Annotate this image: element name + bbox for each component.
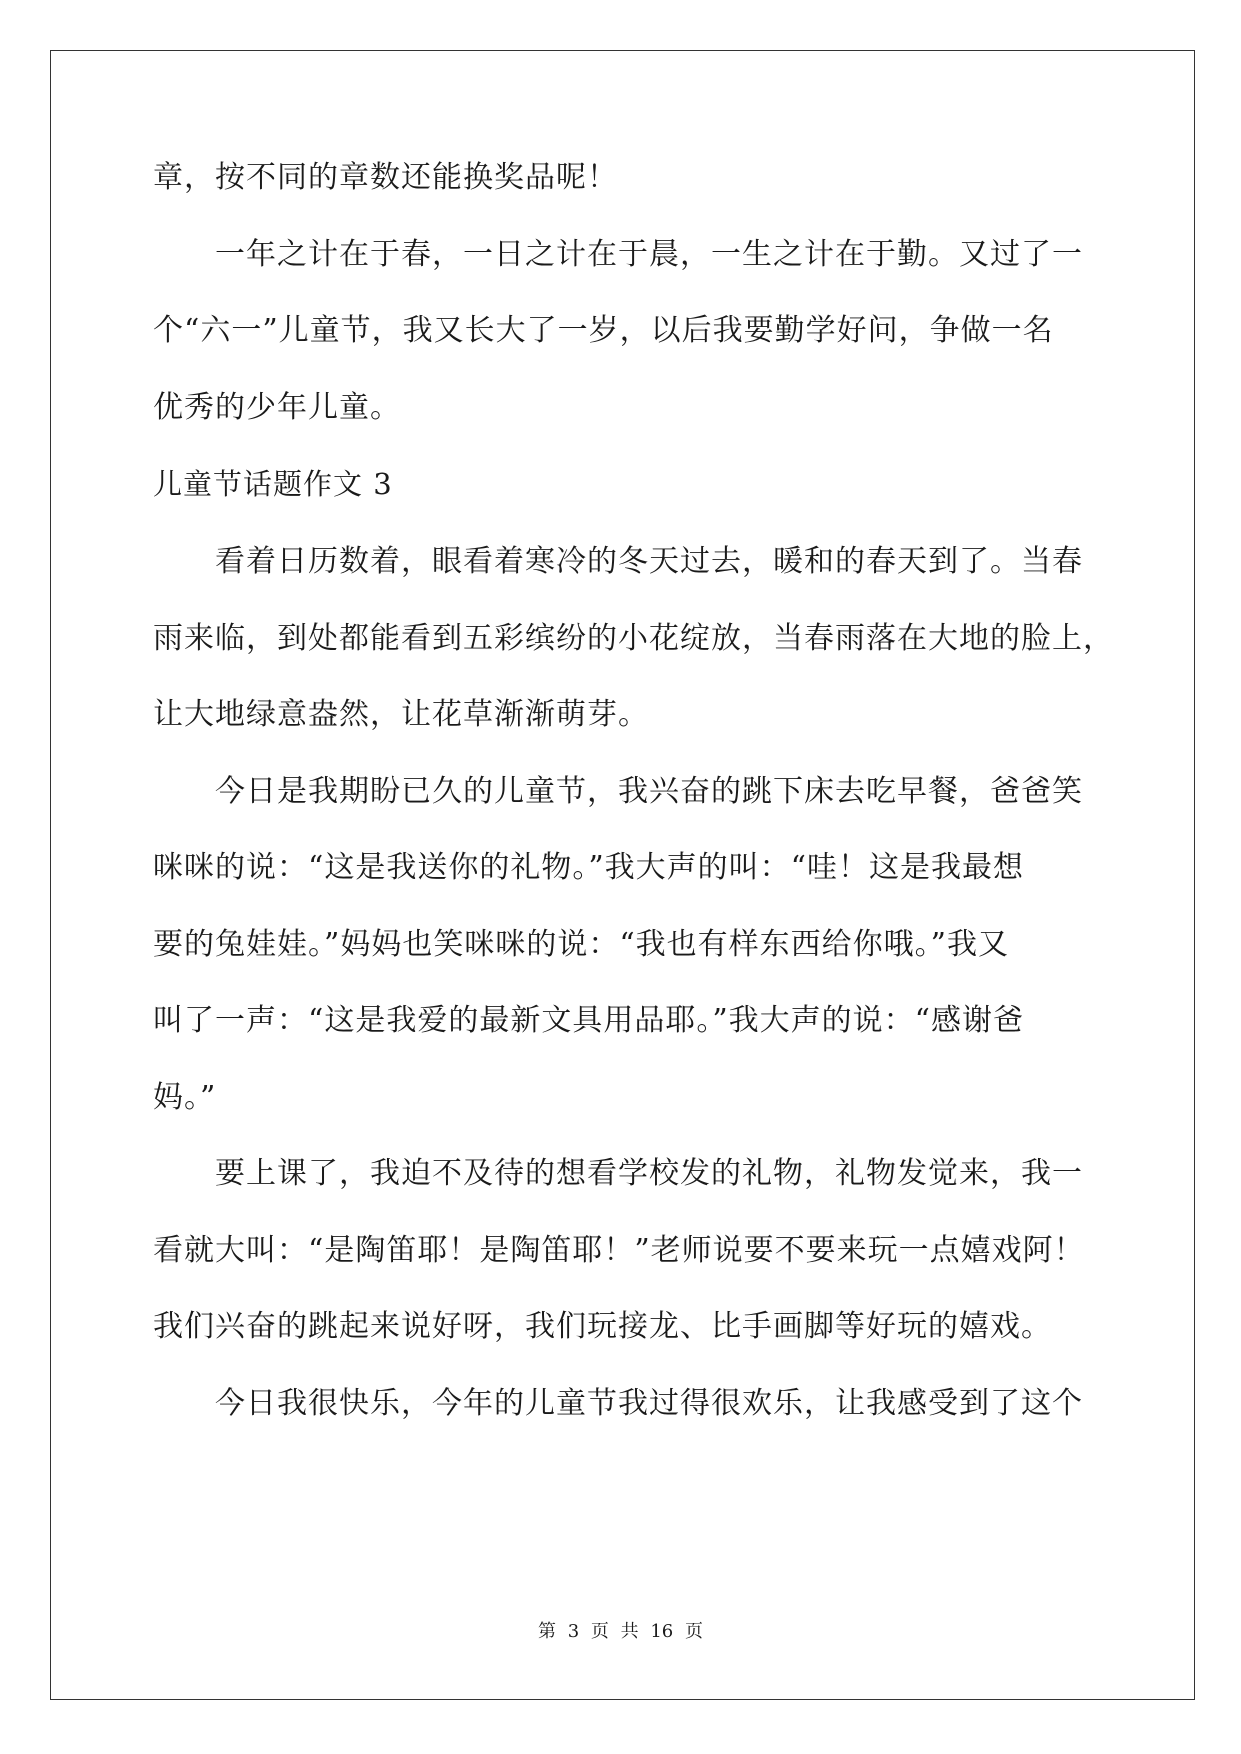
text-line: 叫了一声：“这是我爱的最新文具用品耶。”我大声的说：“感谢爸 [153, 1003, 1025, 1038]
text-line: 我们兴奋的跳起来说好呀，我们玩接龙、比手画脚等好玩的嬉戏。 [153, 1309, 1052, 1344]
paragraph-first-line: 一年之计在于春，一日之计在于晨，一生之计在于勤。又过了一 [215, 236, 1083, 272]
section-heading: 儿童节话题作文 3 [153, 467, 393, 501]
text-line: 妈。” [153, 1079, 217, 1115]
text-line: 优秀的少年儿童。 [153, 389, 401, 425]
text-line: 看就大叫：“是陶笛耶！是陶笛耶！”老师说要不要来玩一点嬉戏阿！ [153, 1232, 1085, 1268]
paragraph-first-line: 要上课了，我迫不及待的想看学校发的礼物，礼物发觉来，我一 [215, 1156, 1083, 1191]
page-number-footer: 第 3 页 共 16 页 [538, 1621, 703, 1642]
text-line: 要的兔娃娃。”妈妈也笑咪咪的说：“我也有样东西给你哦。”我又 [153, 926, 1010, 962]
text-line: 章，按不同的章数还能换奖品呢！ [153, 160, 618, 195]
text-line: 个“六一”儿童节，我又长大了一岁，以后我要勤学好问，争做一名 [153, 313, 1054, 348]
text-line: 咪咪的说：“这是我送你的礼物。”我大声的叫：“哇！这是我最想 [153, 850, 1025, 885]
document-body [153, 160, 1114, 1462]
paragraph-first-line: 今日我很快乐，今年的儿童节我过得很欢乐，让我感受到了这个 [215, 1385, 1083, 1421]
text-line: 雨来临，到处都能看到五彩缤纷的小花绽放，当春雨落在大地的脸上， [153, 620, 1114, 656]
paragraph-first-line: 看着日历数着，眼看着寒冷的冬天过去，暖和的春天到了。当春 [215, 544, 1083, 579]
paragraph-first-line: 今日是我期盼已久的儿童节，我兴奋的跳下床去吃早餐，爸爸笑 [215, 773, 1083, 809]
text-line: 让大地绿意盎然，让花草渐渐萌芽。 [153, 697, 649, 732]
